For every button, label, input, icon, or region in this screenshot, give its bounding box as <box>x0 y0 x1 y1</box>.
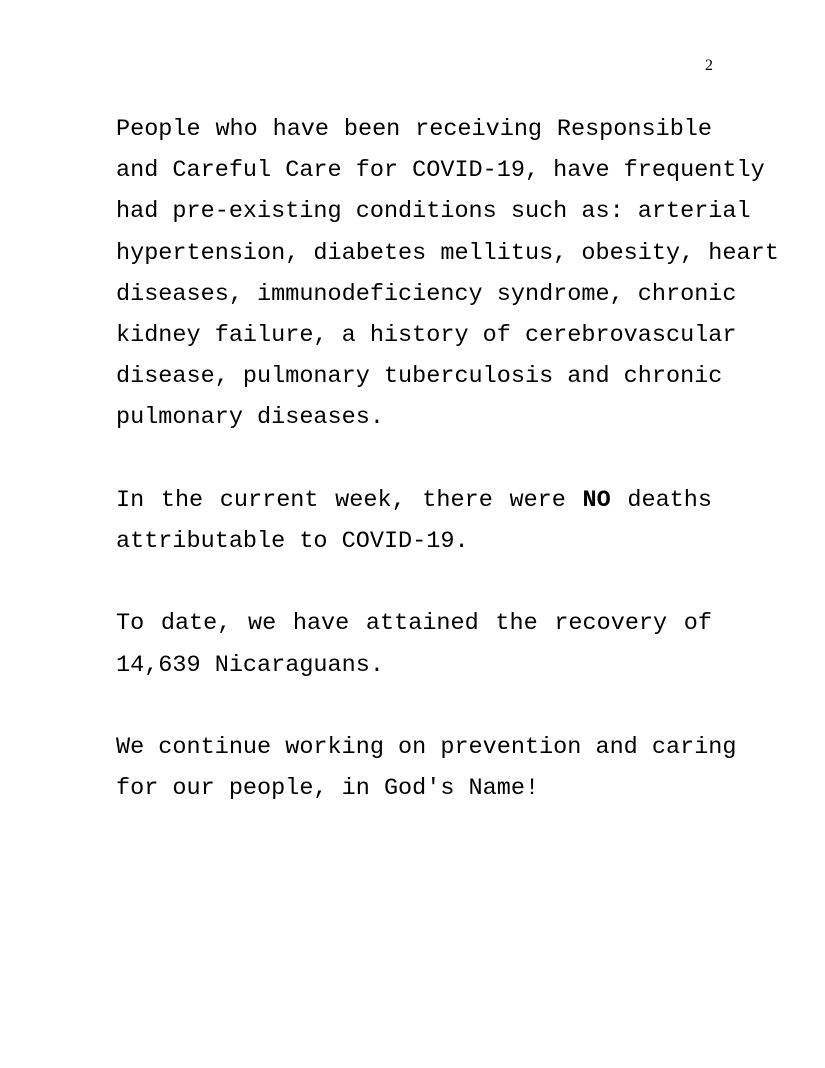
text-line: pulmonary diseases. <box>116 404 384 432</box>
text-line: People who have been receiving Responsible <box>116 116 712 143</box>
paragraph-deaths <box>116 480 712 562</box>
paragraph-recovery <box>116 603 712 685</box>
text-line: We continue working on prevention and caring <box>116 734 737 761</box>
text-line: had pre-existing conditions such as: arterial <box>116 198 751 226</box>
text-segment: In the current week, there were <box>116 486 583 514</box>
paragraph-comorbidities <box>116 109 779 439</box>
paragraph-closing <box>116 727 737 809</box>
text-segment: deaths <box>610 486 712 514</box>
text-line: attributable to COVID-19. <box>116 528 469 556</box>
emphasis-no: NO <box>582 486 611 514</box>
page-number: 2 <box>705 57 713 74</box>
text-line: for our people, in God's Name! <box>116 775 540 803</box>
text-line: disease, pulmonary tuberculosis and chronic <box>116 363 723 391</box>
text-line: diseases, immunodeficiency syndrome, chronic <box>116 280 737 308</box>
text-line <box>116 480 712 521</box>
text-line: To date, we have attained the recovery of <box>116 610 712 638</box>
document-body <box>116 109 779 851</box>
text-line: hypertension, diabetes mellitus, obesity, heart <box>116 239 779 267</box>
text-line: kidney failure, a history of cerebrovascular <box>116 322 737 350</box>
text-line: and Careful Care for COVID-19, have frequently <box>116 157 765 185</box>
text-line: 14,639 Nicaraguans. <box>116 651 384 679</box>
